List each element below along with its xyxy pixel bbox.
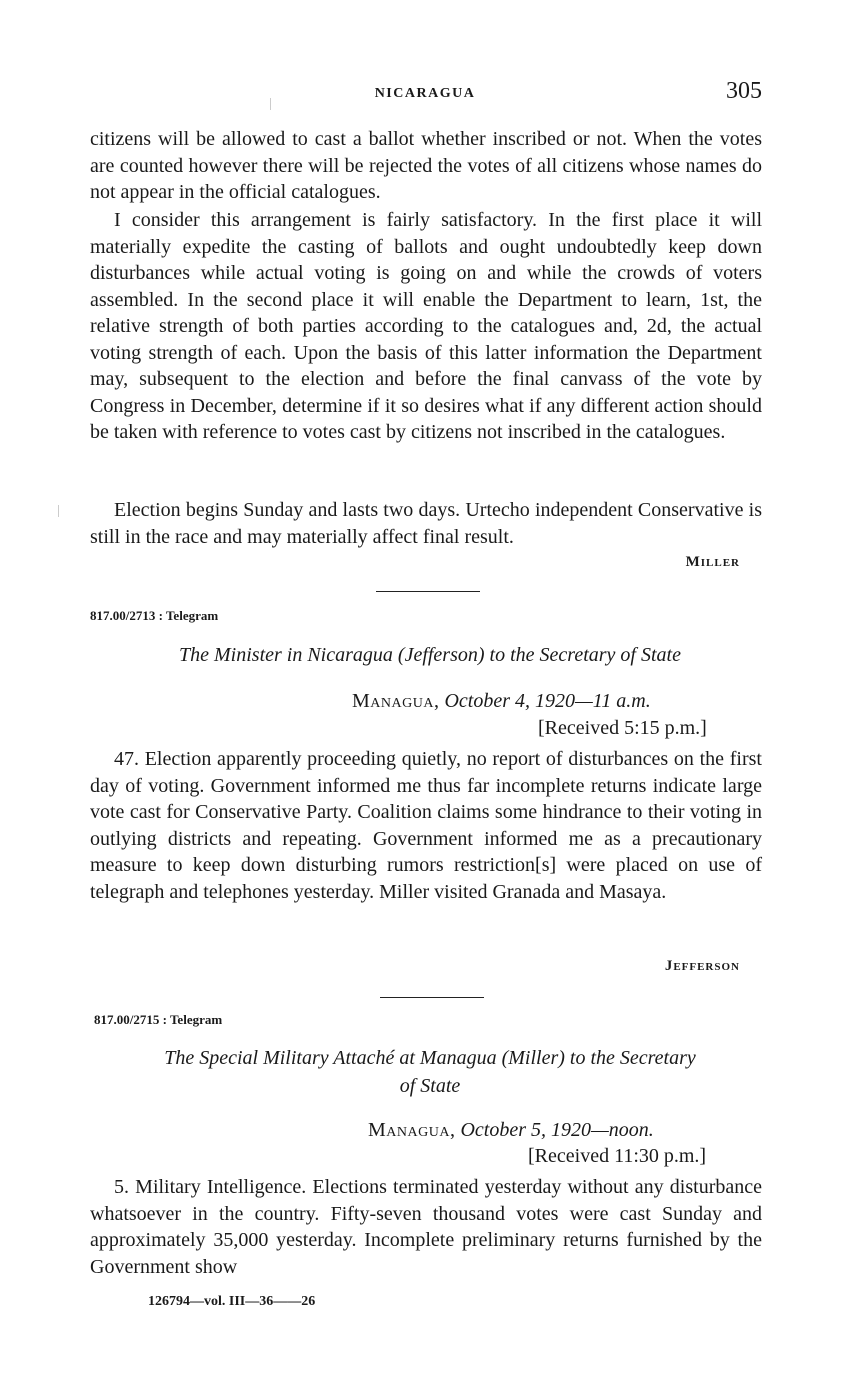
body-paragraph: Election begins Sunday and lasts two days. Urtecho independent Conservative is still in the race and may materially affect final result. xyxy=(90,499,762,548)
document-heading: The Minister in Nicaragua (Jefferson) to the Secretary of State xyxy=(179,644,681,666)
telegram-body-block xyxy=(90,746,762,905)
document-heading-line: The Special Military Attaché at Managua (Miller) to the Secretary xyxy=(164,1047,696,1069)
body-paragraph: I consider this arrangement is fairly satisfactory. In the first place it will materially expedite the casting of ballots and ought undoubtedly keep down disturbances while actual voting is going on and while the crowds of voters assembled. In the second place it will enable the Department to learn, 1st, the relative strength of both parties according to the catalogues and, 2d, the actual voting strength of each. Upon the basis of this latter information the Department may, subsequent to the election and before the final canvass of the vote by Congress in December, determine if it so desires what if any different action should be taken with reference to votes cast by citizens not inscribed in the catalogues. xyxy=(90,209,762,443)
second-paragraph-block xyxy=(90,207,762,446)
dateline-date: October 4, 1920—11 a.m. xyxy=(444,690,651,712)
telegram-body: 47. Election apparently proceeding quietly, no report of disturbances on the first day of voting. Government informed me thus far incomplete returns indicate large vote cast for Conservative Party. Coalition claims some hindrance to their voting in outlying districts and repeating. Government informed me as a precautionary measure to keep down disturbing rumors restriction[s] were placed on use of telegraph and telephones yesterday. Miller visited Granada and Masaya. xyxy=(90,748,762,903)
continuation-paragraph-block xyxy=(90,126,762,206)
received-time: [Received 11:30 p.m.] xyxy=(528,1145,707,1167)
signature-jefferson: Jefferson xyxy=(664,958,740,974)
file-reference: 817.00/2713 : Telegram xyxy=(90,608,219,623)
scan-mark xyxy=(58,505,59,517)
dateline xyxy=(352,690,651,713)
document-heading-line: of State xyxy=(399,1075,461,1097)
third-paragraph-block xyxy=(90,497,762,550)
dateline-place: Managua, xyxy=(352,690,440,712)
section-divider xyxy=(376,591,480,592)
continuation-paragraph: citizens will be allowed to cast a ballot whether inscribed or not. When the votes are counted however there will be rejected the votes of all citizens whose names do not appear in the official catalogues. xyxy=(90,128,762,203)
printer-footer: 126794—vol. III—36——26 xyxy=(148,1294,316,1309)
dateline-date: October 5, 1920—noon. xyxy=(460,1119,654,1141)
running-header: NICARAGUA xyxy=(374,86,476,101)
received-time: [Received 5:15 p.m.] xyxy=(538,717,707,739)
dateline-place: Managua, xyxy=(368,1119,456,1141)
section-divider xyxy=(380,997,484,998)
telegram-body-block xyxy=(90,1174,762,1280)
dateline xyxy=(368,1119,654,1142)
file-reference: 817.00/2715 : Telegram xyxy=(94,1012,223,1027)
page-number: 305 xyxy=(726,78,762,104)
telegram-body: 5. Military Intelligence. Elections terminated yesterday without any disturbance whatsoever in the country. Fifty-seven thousand votes were cast Sunday and approximately 35,000 yesterday. Incomplete preliminary returns furnished by the Government show xyxy=(90,1176,762,1278)
document-heading xyxy=(90,1044,770,1100)
signature-miller: Miller xyxy=(685,554,740,570)
